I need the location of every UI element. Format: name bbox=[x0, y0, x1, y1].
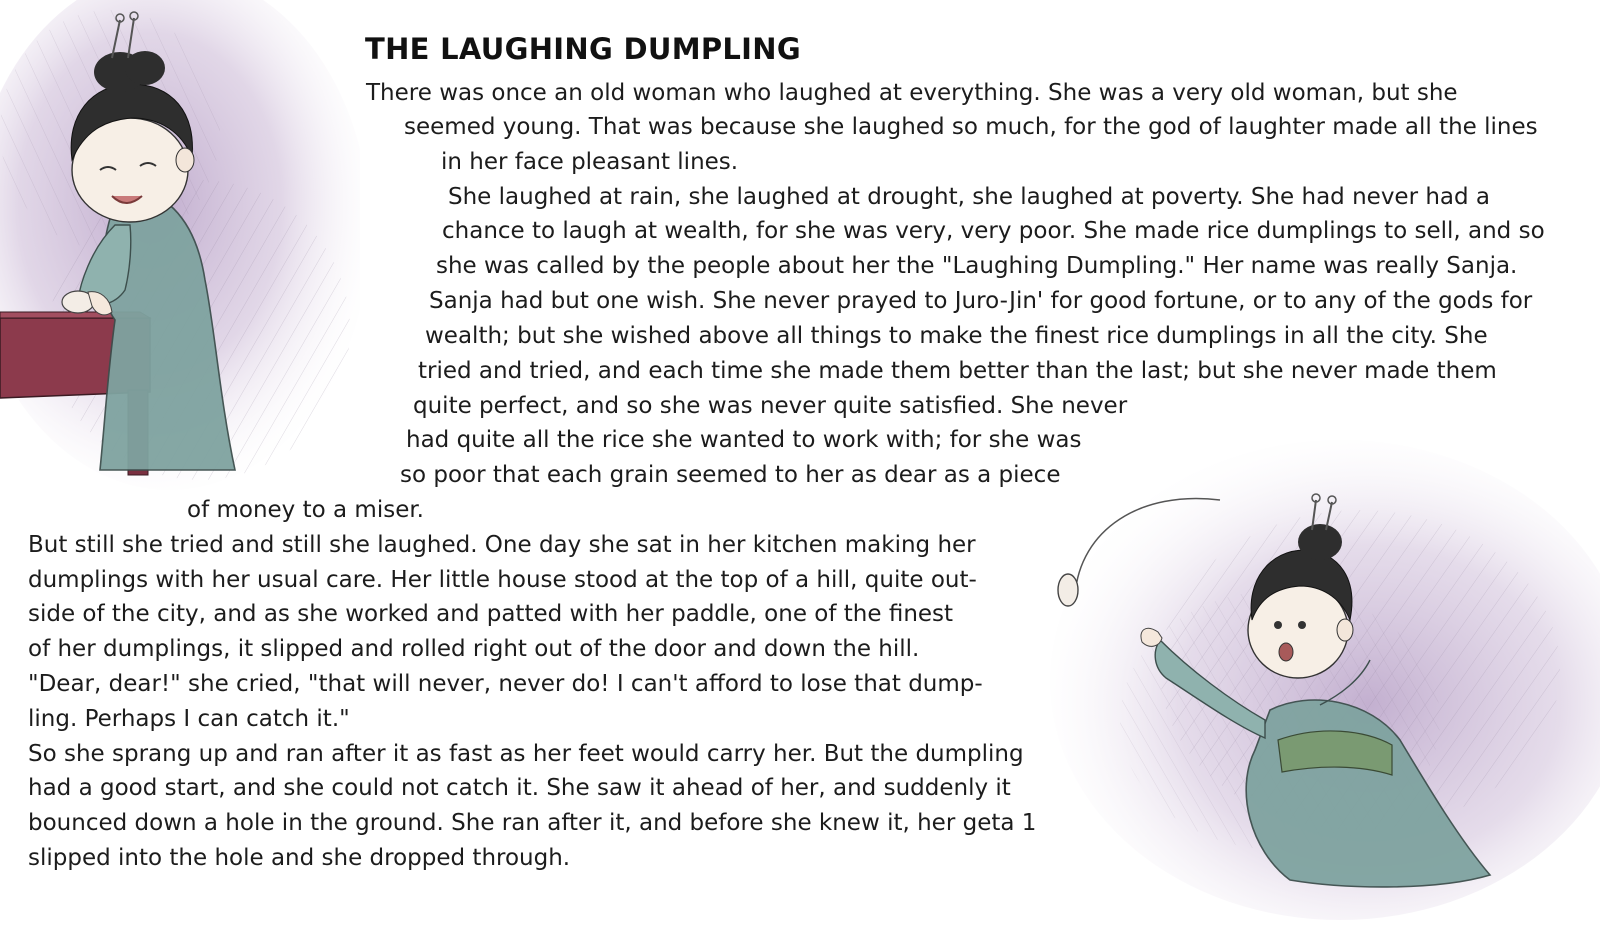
story-line: quite perfect, and so she was never quite satisfied. She never bbox=[413, 393, 1128, 419]
story-line: slipped into the hole and she dropped through. bbox=[28, 845, 571, 871]
story-line: so poor that each grain seemed to her as dear as a piece bbox=[400, 462, 1061, 488]
story-line: "Dear, dear!" she cried, "that will never, never do! I can't afford to lose that dump- bbox=[28, 671, 983, 697]
story-line: wealth; but she wished above all things to make the finest rice dumplings in all the city. She bbox=[425, 323, 1488, 349]
story-line: ling. Perhaps I can catch it." bbox=[28, 706, 350, 732]
old-woman-chasing-dumpling-illustration bbox=[1020, 420, 1600, 937]
story-line: had quite all the rice she wanted to work with; for she was bbox=[406, 427, 1082, 453]
story-line: But still she tried and still she laughed. One day she sat in her kitchen making her bbox=[28, 532, 976, 558]
story-line: chance to laugh at wealth, for she was very, very poor. She made rice dumplings to sell, and so bbox=[442, 218, 1545, 244]
story-line: she was called by the people about her the "Laughing Dumpling." Her name was really Sanja. bbox=[436, 253, 1518, 279]
story-line: Sanja had but one wish. She never prayed to Juro-Jin' for good fortune, or to any of the gods for bbox=[429, 288, 1533, 314]
story-line: tried and tried, and each time she made them better than the last; but she never made them bbox=[418, 358, 1497, 384]
old-woman-making-dumplings-illustration bbox=[0, 0, 360, 495]
story-title: THE LAUGHING DUMPLING bbox=[365, 32, 801, 66]
story-line: seemed young. That was because she laughed so much, for the god of laughter made all the lines bbox=[404, 114, 1538, 140]
story-line: had a good start, and she could not catch it. She saw it ahead of her, and suddenly it bbox=[28, 775, 1011, 801]
story-line: dumplings with her usual care. Her little house stood at the top of a hill, quite out- bbox=[28, 567, 977, 593]
story-line: of money to a miser. bbox=[187, 497, 424, 523]
story-line: side of the city, and as she worked and patted with her paddle, one of the finest bbox=[28, 601, 954, 627]
story-line: in her face pleasant lines. bbox=[441, 149, 739, 175]
story-line: There was once an old woman who laughed at everything. She was a very old woman, but she bbox=[366, 80, 1458, 106]
story-line: bounced down a hole in the ground. She ran after it, and before she knew it, her geta 1 bbox=[28, 810, 1037, 836]
story-line: So she sprang up and ran after it as fast as her feet would carry her. But the dumpling bbox=[28, 741, 1024, 767]
story-line: She laughed at rain, she laughed at drought, she laughed at poverty. She had never had a bbox=[448, 184, 1491, 210]
story-line: of her dumplings, it slipped and rolled right out of the door and down the hill. bbox=[28, 636, 920, 662]
